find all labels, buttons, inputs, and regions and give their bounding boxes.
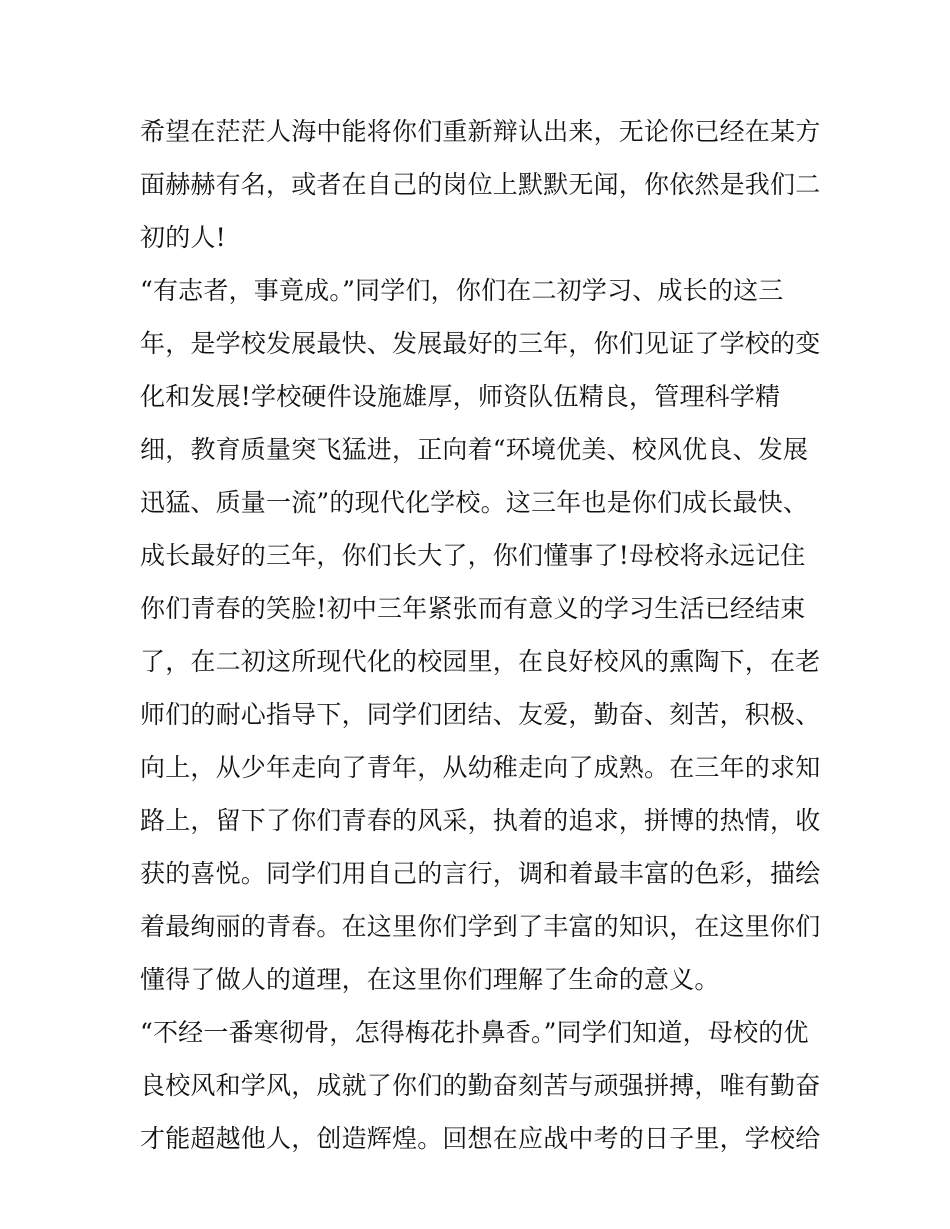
- body-text: [140, 105, 830, 1165]
- text-line: 初的人!: [140, 223, 226, 252]
- text-line: 才能超越他人，创造辉煌。回想在应战中考的日子里，学校给: [140, 1124, 821, 1153]
- text-line: 了，在二初这所现代化的校园里，在良好校风的熏陶下，在老: [140, 647, 821, 676]
- text-line: 路上，留下了你们青春的风采，执着的追求，拼博的热情，收: [140, 806, 821, 835]
- text-line: 成长最好的三年，你们长大了，你们懂事了!母校将永远记住: [140, 541, 806, 570]
- text-line: 向上，从少年走向了青年，从幼稚走向了成熟。在三年的求知: [140, 753, 821, 782]
- text-line: 化和发展!学校硬件设施雄厚，师资队伍精良，管理科学精: [140, 382, 781, 411]
- text-line: 师们的耐心指导下，同学们团结、友爱，勤奋、刻苦，积极、: [140, 700, 821, 729]
- text-line: 着最绚丽的青春。在这里你们学到了丰富的知识，在这里你们: [140, 912, 821, 941]
- text-line: 懂得了做人的道理，在这里你们理解了生命的意义。: [140, 965, 720, 994]
- text-line: 年，是学校发展最快、发展最好的三年，你们见证了学校的变: [140, 329, 821, 358]
- text-line: 良校风和学风，成就了你们的勤奋刻苦与顽强拼搏，唯有勤奋: [140, 1071, 821, 1100]
- text-line: 你们青春的笑脸!初中三年紧张而有意义的学习生活已经结束: [140, 594, 806, 623]
- text-line: 希望在茫茫人海中能将你们重新辩认出来，无论你已经在某方: [140, 117, 821, 146]
- text-line: 细，教育质量突飞猛进，正向着“环境优美、校风优良、发展: [140, 435, 809, 464]
- text-line: 获的喜悦。同学们用自己的言行，调和着最丰富的色彩，描绘: [140, 859, 821, 888]
- text-line: “不经一番寒彻骨，怎得梅花扑鼻香。”同学们知道，母校的优: [140, 1018, 809, 1047]
- text-line: 面赫赫有名，或者在自己的岗位上默默无闻，你依然是我们二: [140, 170, 821, 199]
- text-line: 迅猛、质量一流”的现代化学校。这三年也是你们成长最快、: [140, 488, 809, 517]
- text-line: “有志者，事竟成。”同学们，你们在二初学习、成长的这三: [140, 276, 784, 305]
